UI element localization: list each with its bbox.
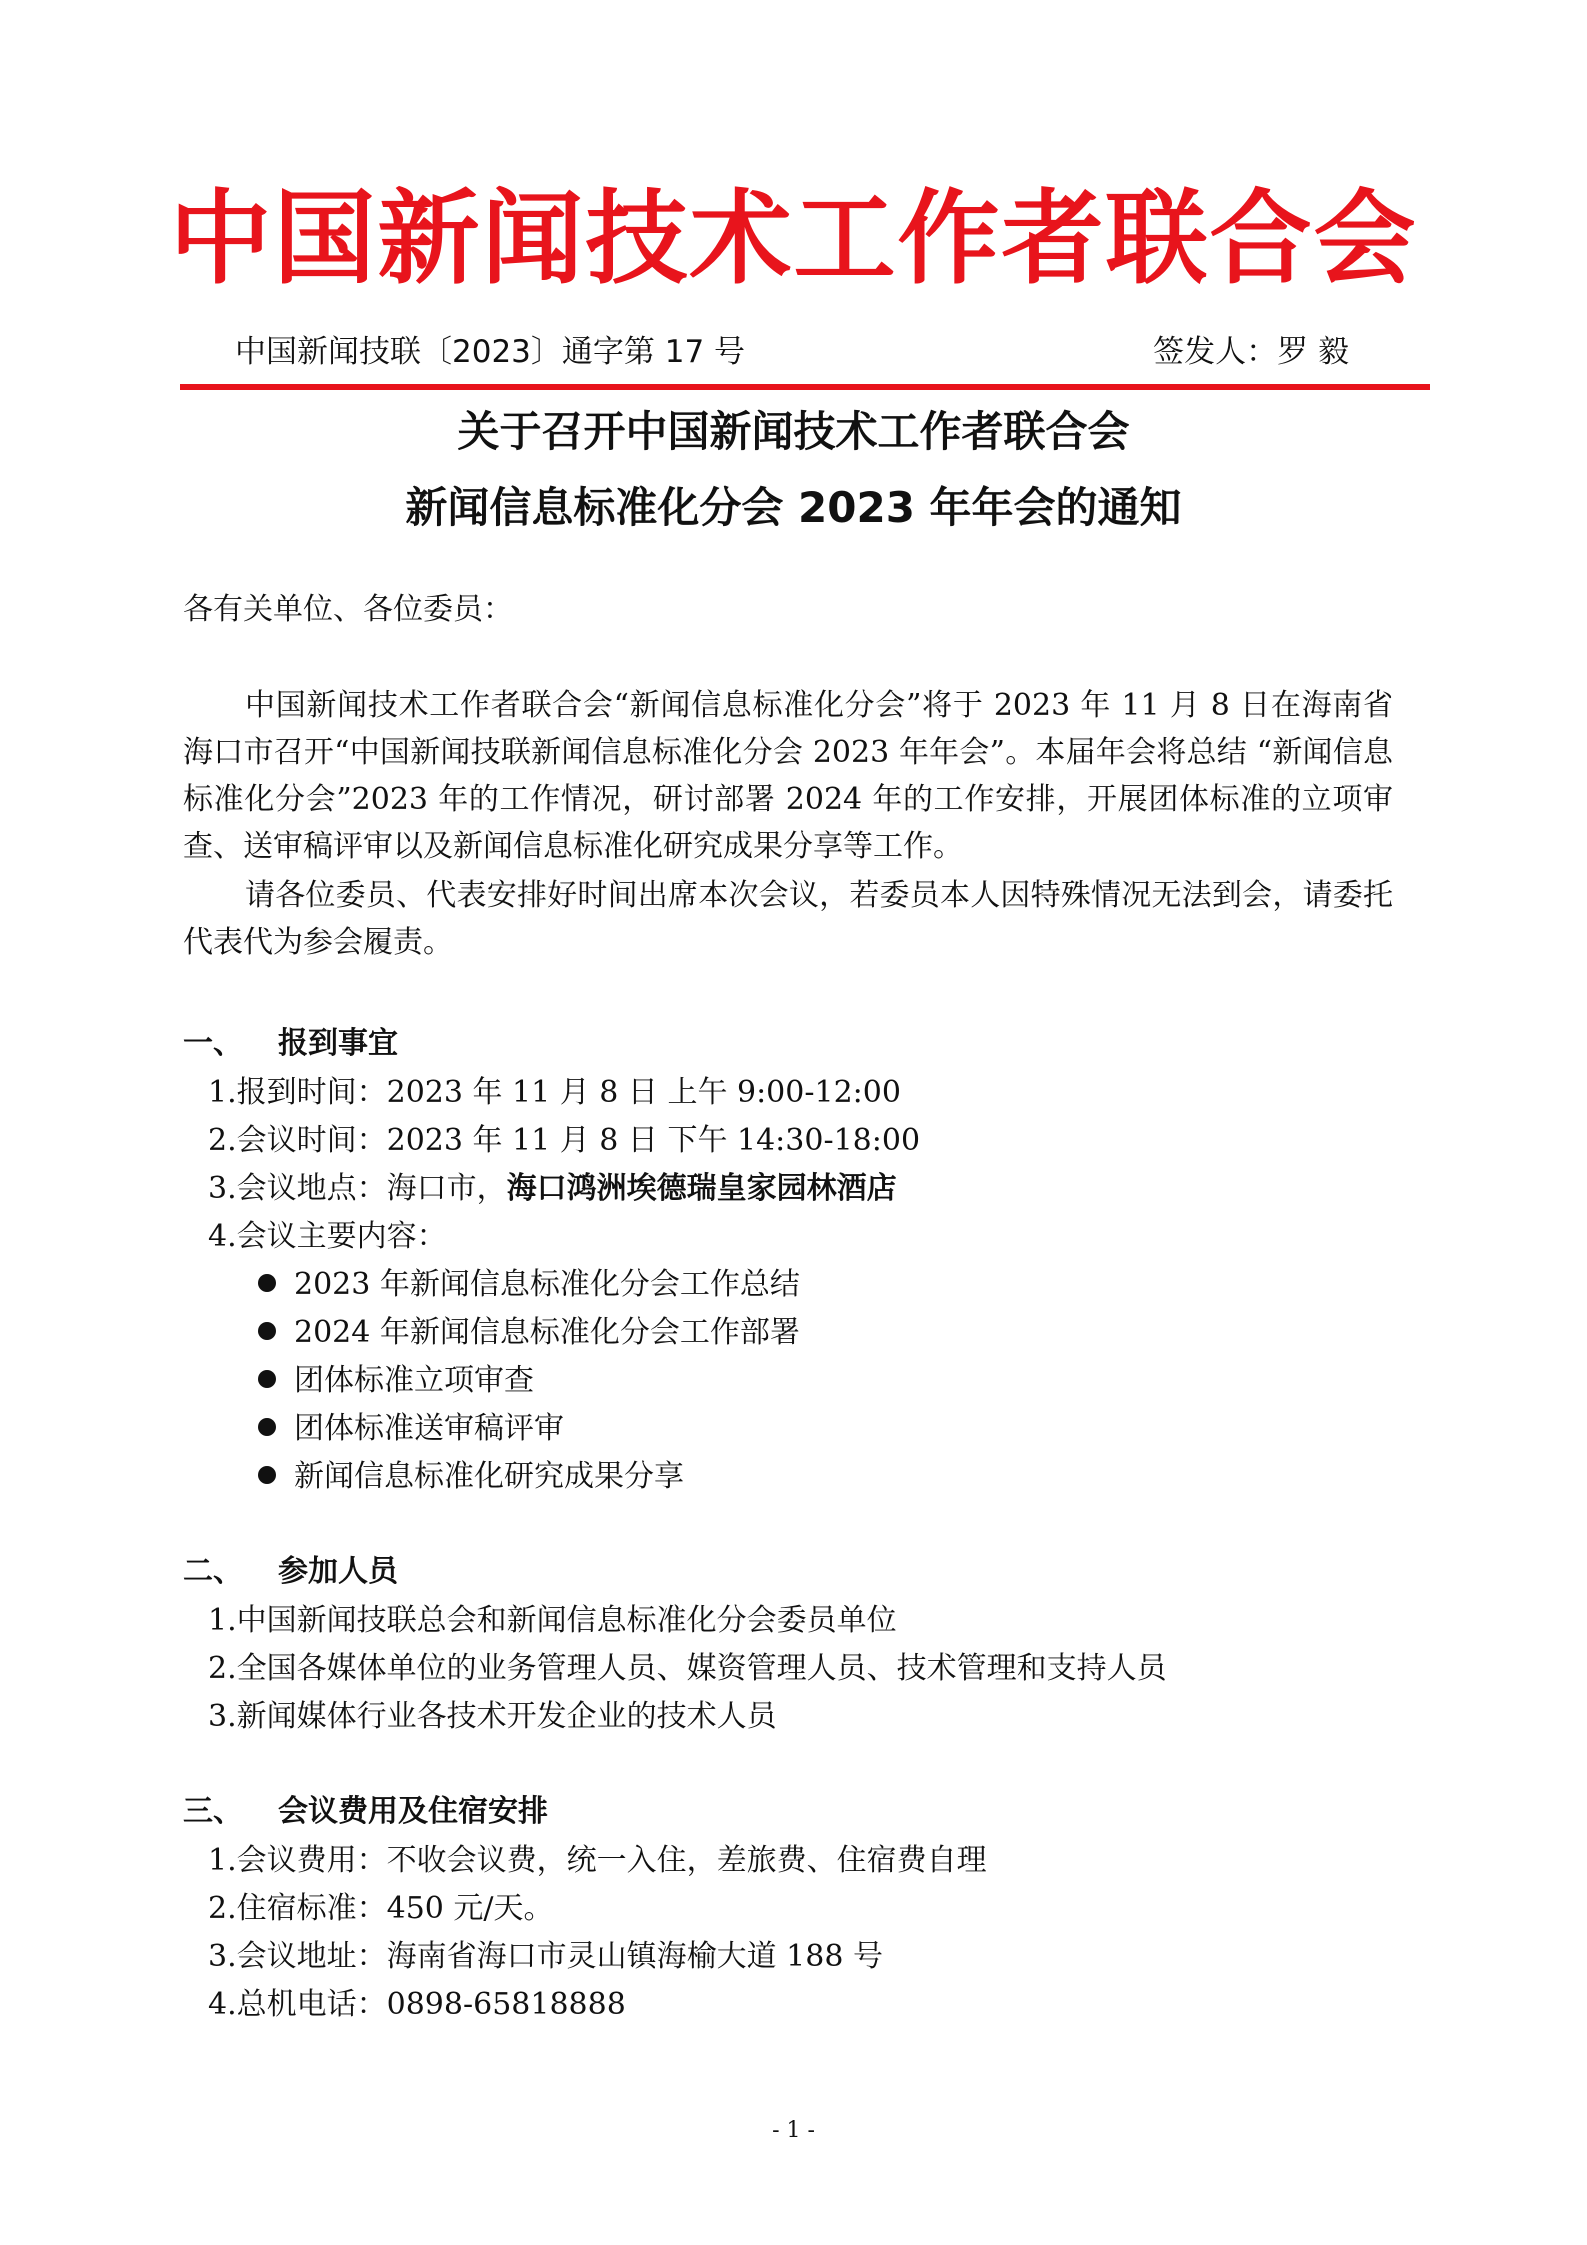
list-item: 2.会议时间：2023 年 11 月 8 日 下午 14:30-18:00 <box>208 1123 921 1158</box>
notice-title-line2: 新闻信息标准化分会 2023 年年会的通知 <box>405 483 1182 532</box>
list-item: 1.报到时间：2023 年 11 月 8 日 上午 9:00-12:00 <box>208 1075 901 1110</box>
bullet-item <box>258 1359 534 1403</box>
section-title: 参加人员 <box>278 1554 398 1589</box>
bullet-item <box>258 1311 800 1355</box>
section-number: 一、 <box>183 1026 243 1061</box>
list-item: 4.总机电话：0898-65818888 <box>208 1987 626 2022</box>
section-title: 报到事宜 <box>278 1026 398 1061</box>
bullet-dot-icon <box>258 1466 276 1484</box>
bullet-text: 新闻信息标准化研究成果分享 <box>294 1459 684 1494</box>
bullet-dot-icon <box>258 1370 276 1388</box>
masthead-organization: 中国新闻技术工作者联合会 <box>169 180 1418 299</box>
bullet-text: 团体标准立项审查 <box>294 1363 534 1398</box>
body-paragraph: 中国新闻技术工作者联合会“新闻信息标准化分会”将于 2023 年 11 月 8 日在海南省海口市召开“中国新闻技联新闻信息标准化分会 2023 年年会”。本届年会将总结 “新闻信息标准化分会”2023 年的工作情况，研讨部署 2024 年的工作安排，开展团体标准的立项审查、送审稿评审以及新闻信息标准化研究成果分享等工作。 <box>183 688 1393 864</box>
section-heading <box>183 1550 398 1594</box>
list-item: 4.会议主要内容： <box>208 1219 447 1254</box>
document-number: 中国新闻技联〔2023〕通字第 17 号 <box>235 334 746 370</box>
list-item: 1.中国新闻技联总会和新闻信息标准化分会委员单位 <box>208 1603 897 1638</box>
bullet-item <box>258 1263 800 1307</box>
venue-name: 海口鸿洲埃德瑞皇家园林酒店 <box>506 1171 897 1206</box>
list-item: 1.会议费用：不收会议费，统一入住，差旅费、住宿费自理 <box>208 1843 987 1878</box>
bullet-text: 2024 年新闻信息标准化分会工作部署 <box>294 1315 800 1350</box>
bullet-dot-icon <box>258 1274 276 1292</box>
signer: 签发人：罗 毅 <box>1153 334 1349 370</box>
bullet-item <box>258 1407 564 1451</box>
list-item: 2.住宿标准：450 元/天。 <box>208 1891 554 1926</box>
list-item <box>208 1167 897 1211</box>
notice-title-line1: 关于召开中国新闻技术工作者联合会 <box>457 407 1130 456</box>
body-paragraph: 请各位委员、代表安排好时间出席本次会议，若委员本人因特殊情况无法到会，请委托代表代为参会履责。 <box>183 878 1393 960</box>
list-item: 3.新闻媒体行业各技术开发企业的技术人员 <box>208 1699 777 1734</box>
venue-label: 3.会议地点：海口市， <box>208 1171 507 1206</box>
bullet-dot-icon <box>258 1418 276 1436</box>
bullet-item <box>258 1455 684 1499</box>
section-title: 会议费用及住宿安排 <box>278 1794 548 1829</box>
bullet-text: 2023 年新闻信息标准化分会工作总结 <box>294 1267 800 1302</box>
bullet-dot-icon <box>258 1322 276 1340</box>
red-divider <box>180 384 1430 390</box>
section-number: 二、 <box>183 1554 243 1589</box>
page-number: - 1 - <box>772 2118 815 2143</box>
section-number: 三、 <box>183 1794 243 1829</box>
bullet-text: 团体标准送审稿评审 <box>294 1411 564 1446</box>
section-heading <box>183 1022 398 1066</box>
list-item: 3.会议地址：海南省海口市灵山镇海榆大道 188 号 <box>208 1939 883 1974</box>
list-item: 2.全国各媒体单位的业务管理人员、媒资管理人员、技术管理和支持人员 <box>208 1651 1167 1686</box>
section-heading <box>183 1790 548 1834</box>
salutation: 各有关单位、各位委员： <box>183 592 513 627</box>
